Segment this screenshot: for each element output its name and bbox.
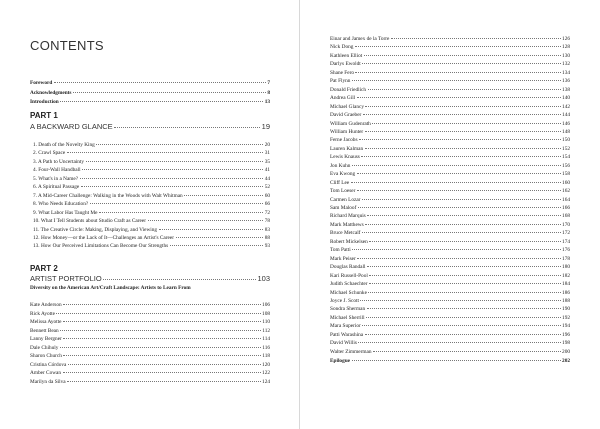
artist-item-title: Dale Chihuly	[30, 344, 59, 351]
artist-item[interactable]	[330, 87, 570, 94]
leader-dots	[357, 190, 561, 191]
part1-title: A BACKWARD GLANCE	[30, 122, 113, 131]
front-matter-item[interactable]	[30, 80, 270, 87]
leader-dots	[369, 275, 560, 276]
leader-dots	[357, 258, 560, 259]
artist-item-title: David Willis	[330, 340, 357, 347]
leader-dots	[63, 338, 260, 339]
leader-dots	[352, 80, 561, 81]
artist-item-page: 162	[562, 188, 570, 195]
artist-item-title: Walter Zimmerman	[330, 348, 372, 355]
chapter-item[interactable]	[33, 150, 270, 157]
artist-item[interactable]	[30, 302, 270, 309]
artist-item-page: 164	[562, 196, 570, 203]
leader-dots	[365, 106, 560, 107]
artist-item[interactable]	[330, 61, 570, 68]
artist-item-title: Joyce J. Scott	[330, 297, 359, 304]
artist-item[interactable]	[330, 197, 570, 204]
artist-item-title: William Hunter	[330, 128, 364, 135]
chapter-item-title: 5. What's in a Name?	[33, 175, 79, 182]
artist-item[interactable]	[330, 121, 570, 128]
chapter-item[interactable]	[33, 218, 270, 225]
artist-item-page: 180	[562, 264, 570, 271]
chapter-item-title: 1. Death of the Novelty King	[33, 142, 95, 148]
chapter-item-page: 31	[264, 150, 270, 157]
leader-dots	[80, 178, 264, 179]
leader-dots	[365, 224, 560, 225]
part1-label: PART 1	[30, 111, 58, 120]
leader-dots	[60, 347, 261, 348]
chapter-item-title: 4. Four-Wall Handball	[33, 167, 81, 174]
artist-item-page: 192	[562, 314, 570, 321]
leader-dots	[372, 123, 560, 124]
chapter-item-title: 11. The Creative Circle: Making, Displaying, and Viewing	[33, 226, 158, 233]
leader-dots	[363, 114, 561, 115]
artist-item[interactable]	[30, 379, 270, 386]
chapter-item[interactable]	[33, 201, 270, 208]
artist-item-title: Sam Maloof	[330, 205, 357, 211]
artist-item[interactable]	[330, 230, 570, 237]
artist-item-page: 190	[562, 306, 570, 313]
leader-dots	[96, 144, 263, 145]
artist-item-page: 188	[562, 297, 570, 304]
artist-item-title: Judith Schaechter	[330, 281, 368, 288]
leader-dots	[352, 165, 561, 166]
leader-dots	[67, 152, 263, 153]
front-matter-item-page: 13	[264, 99, 270, 105]
artist-item-title: Carmen Lozar	[330, 196, 361, 203]
leader-dots	[362, 232, 561, 233]
part1-page: 19	[261, 122, 270, 131]
chapter-item[interactable]	[33, 142, 270, 149]
artist-item-page: 170	[562, 221, 570, 228]
artist-item[interactable]	[330, 137, 570, 144]
chapter-item-title: 10. What I Tell Students about Studio Craft as Career	[33, 218, 147, 225]
artist-item[interactable]	[30, 328, 270, 335]
epilogue-page: 202	[562, 358, 570, 364]
leader-dots	[391, 38, 561, 39]
chapter-item-page: 83	[264, 226, 270, 233]
chapter-item-page: 20	[264, 142, 270, 148]
artist-item[interactable]	[30, 311, 270, 318]
artist-item[interactable]	[330, 129, 570, 136]
artist-item[interactable]	[330, 163, 570, 170]
leader-dots	[364, 55, 561, 56]
artist-item[interactable]	[330, 306, 570, 313]
artist-item[interactable]	[330, 247, 570, 254]
artist-item-page: 136	[562, 78, 570, 85]
leader-dots	[99, 212, 263, 213]
artist-item[interactable]	[30, 370, 270, 377]
chapter-item[interactable]	[33, 210, 270, 217]
artist-item-title: Pat Flynn	[330, 78, 351, 85]
artist-item[interactable]	[330, 340, 570, 347]
epilogue-title: Epilogue	[330, 358, 351, 364]
artist-item-title: Andrea Gill	[330, 95, 356, 102]
artist-item[interactable]	[330, 95, 570, 102]
part1-title-row	[30, 122, 270, 131]
chapter-item-page: 52	[264, 184, 270, 191]
artist-item[interactable]	[330, 154, 570, 161]
artist-item-title: Patti Warashina	[330, 331, 364, 338]
artist-item[interactable]	[330, 256, 570, 263]
front-matter-item-page: 8	[267, 89, 270, 96]
leader-dots	[359, 139, 561, 140]
part2-page: 103	[257, 274, 270, 283]
leader-dots	[81, 186, 264, 187]
part2-subheading: Diversity on the American Art/Craft Landscape: Artists to Learn From	[30, 285, 191, 291]
artist-item[interactable]	[330, 332, 570, 339]
artist-item-page: 158	[562, 171, 570, 178]
artist-item[interactable]	[330, 290, 570, 297]
leader-dots	[352, 360, 561, 361]
leader-dots	[365, 131, 561, 132]
artist-item[interactable]	[330, 188, 570, 195]
artist-item-page: 194	[562, 323, 570, 330]
artist-item-page: 134	[562, 69, 570, 76]
artist-item[interactable]	[330, 44, 570, 51]
artist-item-title: Sharon Church	[30, 353, 62, 360]
artist-item[interactable]	[30, 362, 270, 369]
leader-dots	[373, 351, 561, 352]
leader-dots	[369, 283, 561, 284]
leader-dots	[73, 92, 266, 93]
leader-dots	[358, 342, 560, 343]
artist-item-page: 160	[562, 179, 570, 186]
chapter-item-page: 72	[264, 209, 270, 216]
artist-item-title: Amber Cowan	[30, 370, 62, 377]
artist-item-title: Donald Friedlich	[330, 86, 367, 93]
leader-dots	[367, 215, 560, 216]
leader-dots	[159, 229, 264, 230]
leader-dots	[355, 72, 560, 73]
artist-item-page: 186	[562, 289, 570, 296]
chapter-item-title: 6. A Spiritual Passage	[33, 184, 80, 191]
artist-item-title: William Gudenrath	[330, 120, 371, 127]
chapter-item-page: 66	[264, 201, 270, 208]
leader-dots	[355, 46, 561, 47]
artist-item[interactable]	[30, 319, 270, 326]
artist-item-page: 178	[562, 255, 570, 262]
artist-item-title: Shane Fero	[330, 69, 354, 76]
chapter-item[interactable]	[33, 176, 270, 183]
artist-item-title: Kathleen Elliot	[330, 52, 363, 59]
artist-item-page: 198	[562, 340, 570, 347]
chapter-item-title: 12. How Money—or the Lack of It—Challenges an Artist's Career	[33, 234, 174, 241]
artist-item[interactable]	[330, 264, 570, 271]
artist-item-title: Bruce Metcalf	[330, 230, 361, 237]
leader-dots	[67, 381, 260, 382]
artist-item-title: Douglas Randall	[330, 264, 366, 271]
front-matter-item-title: Acknowledgments	[30, 89, 72, 96]
artist-item-title: Lanny Bergner	[30, 336, 62, 343]
artist-item-page: 124	[262, 378, 270, 385]
part2-title-row	[30, 274, 270, 283]
artist-item[interactable]	[330, 281, 570, 288]
artist-item-page: 172	[562, 230, 570, 237]
leader-dots	[357, 97, 561, 98]
chapter-item-page: 44	[264, 175, 270, 182]
artist-item-page: 132	[562, 61, 570, 68]
artist-item-title: Sondra Sherman	[330, 306, 366, 313]
artist-item[interactable]	[330, 273, 570, 280]
artist-item-title: Nick Dong	[330, 44, 354, 51]
part2-label: PART 2	[30, 264, 58, 273]
chapter-item-page: 88	[264, 234, 270, 241]
chapter-item-title: 9. What Labor Has Taught Me	[33, 209, 98, 216]
leader-dots	[63, 304, 260, 305]
chapter-item-title: 2. Crawl Space	[33, 150, 66, 157]
leader-dots	[68, 364, 261, 365]
artist-item[interactable]	[330, 70, 570, 77]
artist-item-page: 150	[562, 137, 570, 144]
artist-item[interactable]	[330, 239, 570, 246]
artist-item-title: Einar and Jamex de la Torre	[330, 36, 390, 42]
chapter-item-title: 7. A Mid-Career Challenge: Walking in the Woods with Walt Whitman	[33, 192, 183, 199]
artist-item-title: Kari Russell-Pool	[330, 272, 368, 279]
leader-dots	[362, 199, 561, 200]
chapter-item[interactable]	[33, 235, 270, 242]
leader-dots	[56, 313, 260, 314]
leader-dots	[369, 241, 560, 242]
artist-item-page: 156	[562, 162, 570, 169]
leader-dots	[357, 173, 561, 174]
leader-dots	[114, 127, 260, 128]
artist-item[interactable]	[330, 104, 570, 111]
artist-item-title: Kate Anderson	[30, 302, 62, 308]
artist-item-page: 168	[562, 213, 570, 220]
chapter-item[interactable]	[33, 159, 270, 166]
artist-item-title: Lewis Knauss	[330, 154, 360, 161]
artist-item-page: 174	[562, 238, 570, 245]
front-matter-item[interactable]	[30, 90, 270, 97]
artist-item-title: Ferne Jacobs	[330, 137, 358, 144]
artist-item-page: 148	[562, 128, 570, 135]
front-matter-item-page: 7	[267, 80, 270, 86]
artist-item[interactable]	[330, 53, 570, 60]
chapter-item[interactable]	[33, 193, 270, 200]
artist-item-page: 182	[562, 272, 570, 279]
artist-item-title: Cliff Lee	[330, 179, 350, 186]
artist-item-title: Cristina Córdova	[30, 361, 67, 368]
leader-dots	[63, 321, 261, 322]
artist-item[interactable]	[330, 323, 570, 330]
chapter-item-page: 93	[264, 243, 270, 250]
artist-item-page: 118	[262, 353, 270, 360]
chapter-item-title: 3. A Path to Uncertainty	[33, 158, 85, 165]
artist-item-page: 114	[262, 336, 270, 343]
artist-item[interactable]	[330, 146, 570, 153]
front-matter-item[interactable]	[30, 99, 270, 106]
artist-item-title: Mark Matthews	[330, 221, 364, 228]
contents-heading: CONTENTS	[30, 38, 104, 53]
artist-item[interactable]	[330, 180, 570, 187]
artist-item-title: Melissa Ayotte	[30, 319, 62, 326]
artist-item-page: 138	[562, 86, 570, 93]
leader-dots	[103, 279, 256, 280]
artist-item-title: Marilyn da Silva	[30, 378, 66, 385]
chapter-item[interactable]	[33, 227, 270, 234]
artist-item[interactable]	[330, 205, 570, 212]
artist-item-page: 152	[562, 145, 570, 152]
artist-item-page: 200	[562, 348, 570, 355]
chapter-item-page: 60	[264, 192, 270, 199]
artist-item-page: 146	[562, 120, 570, 127]
leader-dots	[351, 182, 561, 183]
leader-dots	[86, 161, 264, 162]
artist-item-title: Michael Glancy	[330, 103, 364, 110]
front-matter-item-title: Introduction	[30, 99, 59, 105]
artist-item[interactable]	[330, 349, 570, 356]
leader-dots	[82, 169, 263, 170]
artist-item-title: Michael Schunke	[330, 289, 367, 296]
leader-dots	[63, 355, 260, 356]
epilogue-item[interactable]	[330, 358, 570, 365]
leader-dots	[184, 195, 263, 196]
artist-item-page: 106	[262, 302, 270, 308]
leader-dots	[365, 334, 561, 335]
chapter-item-page: 78	[264, 218, 270, 225]
artist-item-page: 110	[262, 319, 270, 326]
artist-item[interactable]	[330, 213, 570, 220]
artist-item-page: 116	[262, 344, 270, 351]
artist-item[interactable]	[30, 345, 270, 352]
artist-item-title: Eva Kwong	[330, 171, 356, 178]
artist-item[interactable]	[330, 222, 570, 229]
leader-dots	[367, 266, 561, 267]
artist-item[interactable]	[330, 112, 570, 119]
artist-item[interactable]	[330, 36, 570, 43]
artist-item-page: 128	[562, 44, 570, 51]
leader-dots	[358, 207, 561, 208]
leader-dots	[60, 330, 261, 331]
leader-dots	[362, 63, 560, 64]
leader-dots	[368, 89, 561, 90]
artist-item-page: 176	[562, 247, 570, 254]
leader-dots	[176, 237, 264, 238]
artist-item[interactable]	[330, 315, 570, 322]
leader-dots	[365, 148, 561, 149]
leader-dots	[63, 372, 261, 373]
front-matter-item-title: Foreword	[30, 80, 53, 86]
leader-dots	[368, 292, 560, 293]
artist-item-page: 196	[562, 331, 570, 338]
artist-item-page: 112	[262, 327, 270, 334]
artist-item-page: 184	[562, 281, 570, 288]
artist-item[interactable]	[30, 336, 270, 343]
leader-dots	[54, 82, 266, 83]
artist-item-title: Michael Sherrill	[330, 314, 365, 321]
leader-dots	[352, 249, 560, 250]
chapter-item-page: 35	[264, 158, 270, 165]
leader-dots	[366, 317, 560, 318]
leader-dots	[170, 245, 264, 246]
artist-item-title: Lauren Kalman	[330, 145, 364, 152]
artist-item[interactable]	[330, 78, 570, 85]
artist-item-page: 140	[562, 95, 570, 102]
artist-item-title: Rick Ayotte	[30, 310, 55, 317]
chapter-item-page: 41	[264, 167, 270, 174]
artist-item[interactable]	[330, 171, 570, 178]
artist-item-page: 166	[562, 205, 570, 211]
artist-item-page: 144	[562, 112, 570, 119]
artist-item-page: 108	[262, 310, 270, 317]
artist-item[interactable]	[30, 353, 270, 360]
leader-dots	[148, 220, 264, 221]
artist-item-title: Tom Loeser	[330, 188, 356, 195]
artist-item-page: 126	[562, 36, 570, 42]
artist-item-title: Mara Superior	[330, 323, 361, 330]
leader-dots	[362, 325, 560, 326]
artist-item-title: Jon Kuhn	[330, 162, 351, 169]
artist-item[interactable]	[330, 298, 570, 305]
artist-item-page: 130	[562, 52, 570, 59]
artist-item-title: Darlys Ewoldt	[330, 61, 361, 68]
chapter-item[interactable]	[33, 243, 270, 250]
chapter-item[interactable]	[33, 184, 270, 191]
artist-item-page: 142	[562, 103, 570, 110]
artist-item-title: Bennett Bean	[30, 327, 59, 334]
artist-item-title: Tom Patti	[330, 247, 351, 254]
artist-item-page: 120	[262, 361, 270, 368]
artist-item-title: Robert Mickelsen	[330, 238, 368, 245]
leader-dots	[361, 156, 560, 157]
chapter-item[interactable]	[33, 167, 270, 174]
leader-dots	[367, 308, 561, 309]
artist-item-title: Richard Marquis	[330, 213, 366, 220]
artist-item-title: David Graeber	[330, 112, 362, 119]
leader-dots	[360, 300, 560, 301]
artist-item-page: 154	[562, 154, 570, 161]
chapter-item-title: 8. Who Needs Education?	[33, 201, 89, 208]
chapter-item-title: 13. How Our Perceived Limitations Can Become Our Strengths	[33, 243, 169, 250]
leader-dots	[90, 203, 263, 204]
right-page	[300, 0, 600, 429]
artist-item-page: 122	[262, 370, 270, 377]
part2-title: ARTIST PORTFOLIO	[30, 274, 102, 283]
artist-item-title: Mark Peiser	[330, 255, 356, 262]
leader-dots	[60, 101, 263, 102]
